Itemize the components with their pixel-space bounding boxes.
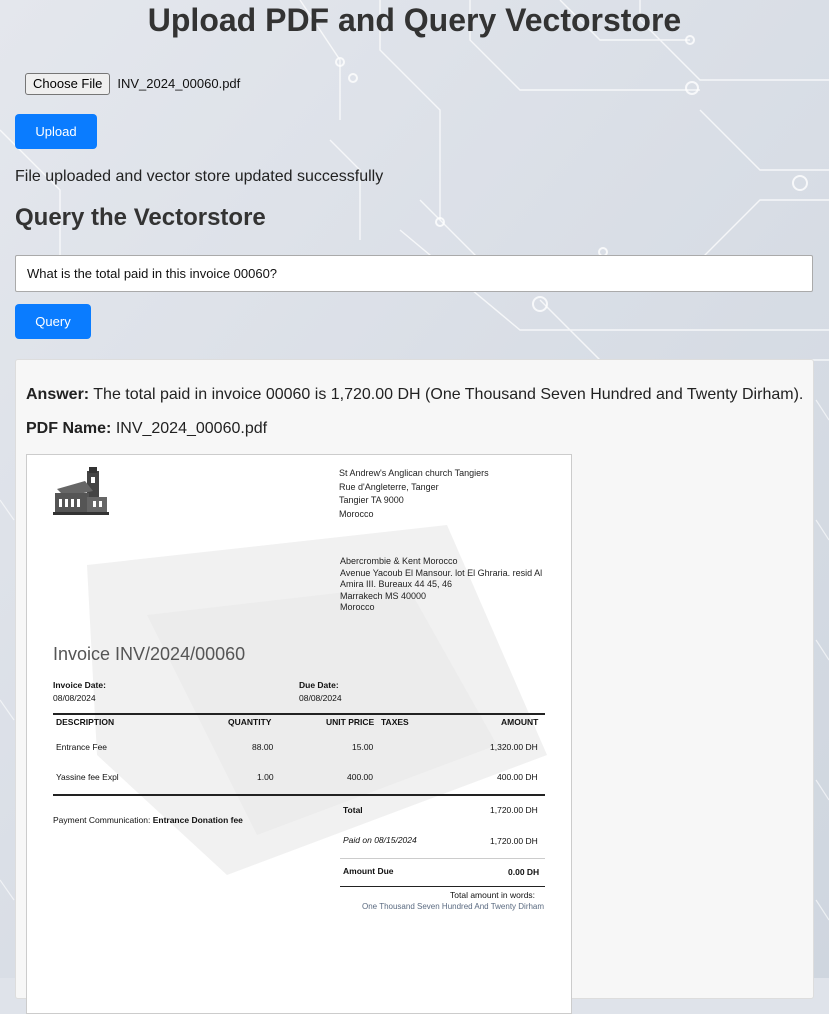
answer-text: The total paid in invoice 00060 is 1,720.00 DH (One Thousand Seven Hundred and Twenty Dirham). [93, 386, 804, 403]
pdf-name-line [26, 420, 267, 438]
recipient-address: Abercrombie & Kent Morocco Avenue Yacoub El Mansour. lot El Ghraria. resid Al Amira III. Bureaux 44 45, 46 Marrakech MS 40000 Morocco [340, 556, 543, 612]
choose-file-button[interactable]: Choose File [25, 73, 110, 95]
amount-in-words-label: Total amount in words: [450, 890, 536, 900]
table-top-rule [53, 713, 545, 715]
paid-value: 1,720.00 DH [490, 836, 538, 846]
query-input[interactable] [15, 255, 813, 292]
due-date-value: 08/08/2024 [299, 693, 342, 703]
due-date-label: Due Date: [299, 680, 339, 690]
line-unit-price: 15.00 [352, 742, 374, 752]
upload-button[interactable]: Upload [15, 114, 97, 149]
church-logo-icon [53, 467, 109, 519]
line-description: Entrance Fee [56, 742, 108, 752]
result-panel [15, 359, 814, 999]
answer-label: Answer: [26, 386, 90, 403]
line-amount: 400.00 DH [497, 772, 538, 782]
pdf-name-label: PDF Name: [26, 420, 112, 437]
amount-in-words-value: One Thousand Seven Hundred And Twenty Dirham [362, 902, 545, 911]
invoice-date-label: Invoice Date: [53, 680, 106, 690]
table-bottom-rule [53, 794, 545, 796]
line-quantity: 1.00 [257, 772, 274, 782]
col-description: DESCRIPTION [56, 717, 115, 727]
query-button[interactable]: Query [15, 304, 91, 339]
query-section-title: Query the Vectorstore [15, 204, 266, 231]
page-title: Upload PDF and Query Vectorstore [147, 2, 682, 38]
payment-communication: Payment Communication: Entrance Donation fee [53, 815, 243, 825]
answer-line [26, 386, 803, 404]
status-message: File uploaded and vector store updated successfully [15, 168, 384, 185]
col-taxes: TAXES [381, 717, 409, 727]
total-label: Total [343, 805, 363, 815]
amount-due-label: Amount Due [343, 866, 394, 876]
col-amount: AMOUNT [501, 717, 539, 727]
amount-due-value: 0.00 DH [508, 867, 540, 877]
line-unit-price: 400.00 [347, 772, 373, 782]
sender-address: St Andrew's Anglican church Tangiers Rue d'Angleterre, Tanger Tangier TA 9000 Morocco [339, 468, 489, 519]
total-value: 1,720.00 DH [490, 805, 538, 815]
line-amount: 1,320.00 DH [490, 742, 538, 752]
pdf-name-value: INV_2024_00060.pdf [115, 420, 268, 437]
amount-due-rule [340, 858, 545, 859]
invoice-watermark [27, 455, 572, 1014]
words-rule [340, 886, 545, 887]
invoice-title: Invoice INV/2024/00060 [53, 644, 246, 664]
pdf-preview[interactable] [26, 454, 572, 1014]
line-quantity: 88.00 [252, 742, 274, 752]
col-quantity: QUANTITY [228, 717, 272, 727]
invoice-date-value: 08/08/2024 [53, 693, 96, 703]
col-unit-price: UNIT PRICE [326, 717, 375, 727]
line-description: Yassine fee Expl [56, 772, 119, 782]
paid-label: Paid on 08/15/2024 [343, 835, 417, 845]
file-picker [25, 73, 240, 94]
selected-file-name: INV_2024_00060.pdf [117, 76, 241, 91]
